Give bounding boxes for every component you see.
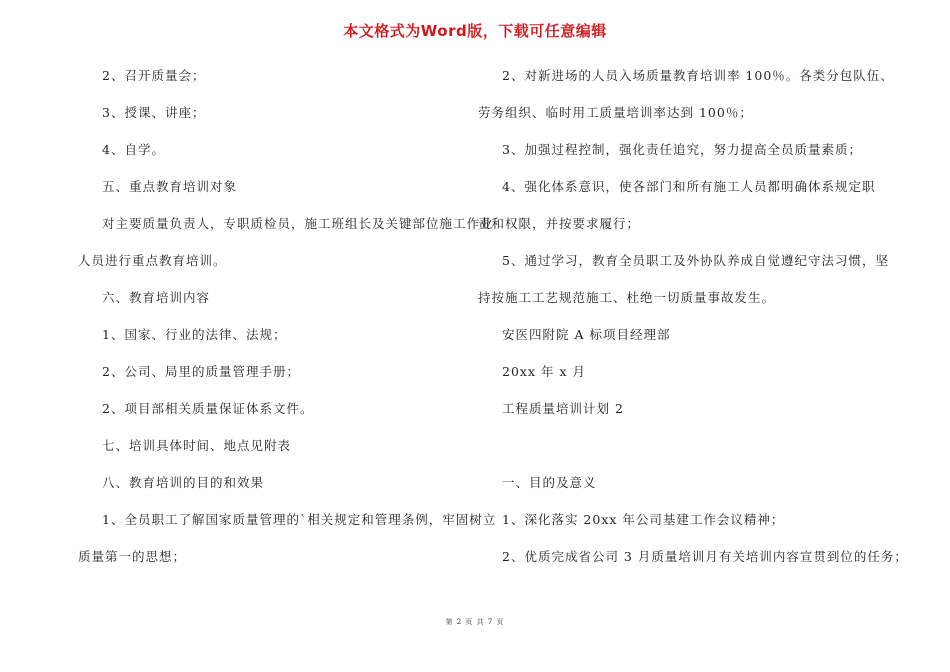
left-line-10: 2、项目部相关质量保证体系文件。 (102, 401, 314, 416)
right-line-14: 2、优质完成省公司 3 月质量培训月有关培训内容宣贯到位的任务； (502, 549, 908, 564)
left-heading-5: 五、重点教育培训对象 (102, 179, 238, 194)
right-line-4: 4、强化体系意识，使各部门和所有施工人员都明确体系规定职 (502, 179, 876, 194)
left-line-13: 1、全员职工了解国家质量管理的`相关规定和管理条例，牢固树立 (102, 512, 497, 527)
left-line-14: 质量第一的思想； (78, 549, 187, 564)
signature-org: 安医四附院 A 标项目经理部 (502, 327, 671, 342)
right-line-3: 3、加强过程控制，强化责任追究，努力提高全员质量素质； (502, 142, 862, 157)
page-number: 第 2 页 共 7 页 (445, 618, 505, 626)
signature-date: 20xx 年 x 月 (502, 364, 586, 379)
right-line-13: 1、深化落实 20xx 年公司基建工作会议精神； (502, 512, 785, 527)
left-line-5: 对主要质量负责人，专职质检员，施工班组长及关键部位施工作业 (102, 216, 494, 231)
left-line-1: 2、召开质量会； (102, 68, 206, 83)
right-heading-1: 一、目的及意义 (502, 475, 597, 490)
right-line-5: 责和权限，并按要求履行； (478, 216, 641, 231)
left-line-6: 人员进行重点教育培训。 (78, 253, 227, 268)
left-line-8: 1、国家、行业的法律、法规； (102, 327, 287, 342)
section-title: 工程质量培训计划 2 (502, 401, 624, 416)
left-line-3: 4、自学。 (102, 142, 165, 157)
left-heading-6: 六、教育培训内容 (102, 290, 211, 305)
right-line-7: 持按施工工艺规范施工、杜绝一切质量事故发生。 (478, 290, 776, 305)
left-line-9: 2、公司、局里的质量管理手册； (102, 364, 300, 379)
document-banner: 本文格式为Word版，下载可任意编辑 (343, 22, 607, 40)
left-heading-7: 七、培训具体时间、地点见附表 (102, 438, 292, 453)
right-line-6: 5、通过学习，教育全员职工及外协队养成自觉遵纪守法习惯，坚 (502, 253, 889, 268)
left-line-2: 3、授课、讲座； (102, 105, 206, 120)
left-heading-8: 八、教育培训的目的和效果 (102, 475, 265, 490)
right-line-2: 劳务组织、临时用工质量培训率达到 100％； (478, 105, 753, 120)
right-line-1: 2、对新进场的人员入场质量教育培训率 100％。各类分包队伍、 (502, 68, 894, 83)
